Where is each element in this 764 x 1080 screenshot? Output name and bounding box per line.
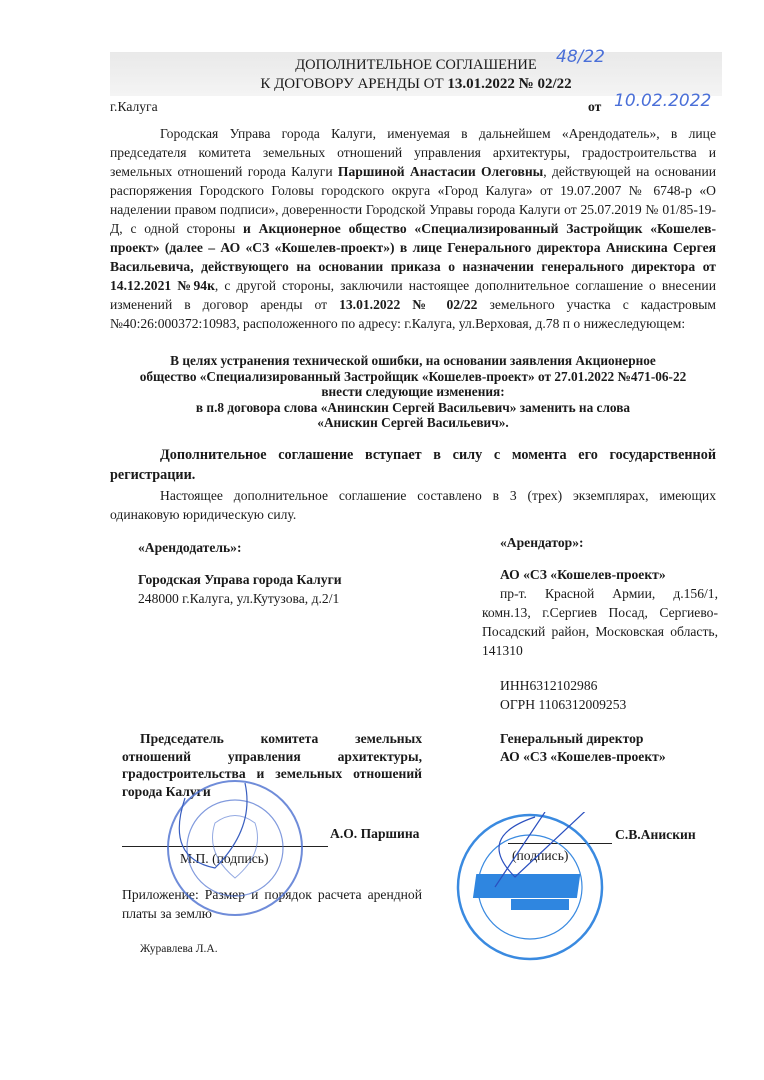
doc-title: ДОПОЛНИТЕЛЬНОЕ СОГЛАШЕНИЕ <box>295 57 537 73</box>
doc-subtitle: К ДОГОВОРУ АРЕНДЫ ОТ 13.01.2022 № 02/22 <box>260 76 572 92</box>
left-signatory-name: А.О. Паршина <box>330 826 420 841</box>
lessee-ogrn: ОГРН 1106312009253 <box>500 697 627 712</box>
lessor-label: «Арендодатель»: <box>138 540 242 555</box>
lessee-address: пр-т. Красной Армии, д.156/1, комн.13, г.Сергиев Посад, Сергиево-Посадский район, Московская область, 141310 <box>482 586 718 658</box>
amendment-block: В целях устранения технической ошибки, на основании заявления Акционерное общество «Специализированный Застройщик «Кошелев-проект» от 27.01.2022 №471-06-22 внести следующие изменения: в п.8 договора слова «Анинскин Сергей Васильевич» заменить на слова «Анискин Сергей Васильевич». <box>139 353 687 430</box>
handwritten-date: 10.02.2022 <box>614 91 712 111</box>
right-signatory-name: С.В.Анискин <box>615 827 696 842</box>
city: г.Калуга <box>110 99 158 114</box>
right-signature-caption: (подпись) <box>512 848 569 863</box>
lessor-name: Городская Управа города Калуги <box>138 572 342 587</box>
right-signatory-title: Генеральный директор АО «СЗ «Кошелев-проект» <box>500 731 666 764</box>
date-prefix: от <box>588 99 602 114</box>
left-signatory-title: Председатель комитета земельных отношений управления архитектуры, градостроительства и земельных отношений города Калуги <box>122 731 422 799</box>
main-paragraph: Городская Управа города Калуги, именуемая в дальнейшем «Арендодатель», в лице председателя комитета земельных отношений управления архитектуры, градостроительства и земельных отношений города Калуги Паршиной Анастасии Олеговны, действующей на основании распоряжения Городского Головы городского округа «Город Калуга» от 19.07.2007 № 6748-р «О наделении правом подписи», доверенности Городской Управы города Калуги от 25.07.2019 № 01/85-19-Д, с одной стороны и Акционерное общество «Специализированный Застройщик «Кошелев-проект» (далее – АО «СЗ «Кошелев-проект») в лице Генерального директора Анискина Сергея Васильевича, действующего на основании приказа о назначении генерального директора от 14.12.2021 №94к, с другой стороны, заключили настоящее дополнительное соглашение о внесении изменений в договор аренды от 13.01.2022 № 02/22 земельного участка с кадастровым №40:26:000372:10983, расположенного по адресу: г.Калуга, ул.Верховая, д.78 п о нижеследующем: <box>110 126 717 331</box>
effective-clause: Дополнительное соглашение вступает в силу с момента его государственной регистрации. <box>110 446 716 483</box>
handwritten-number: 48/22 <box>556 47 605 67</box>
company-stamp-icon <box>455 812 605 962</box>
body-flow <box>110 124 716 524</box>
lessee-label: «Арендатор»: <box>500 535 584 550</box>
lessee-inn: ИНН6312102986 <box>500 678 598 693</box>
executor-name: Журавлева Л.А. <box>140 943 218 955</box>
lessee-name: АО «СЗ «Кошелев-проект» <box>500 567 666 582</box>
lessor-block <box>138 538 468 608</box>
left-signature-caption: М.П. (подпись) <box>180 851 269 866</box>
lessor-address: 248000 г.Калуга, ул.Кутузова, д.2/1 <box>138 591 340 606</box>
appendix-note: Приложение: Размер и порядок расчета арендной платы за землю <box>122 887 422 921</box>
lessee-block <box>482 533 718 714</box>
city-stamp-icon <box>165 778 305 918</box>
copies-clause: Настоящее дополнительное соглашение составлено в 3 (трех) экземплярах, имеющих одинаковую юридическую силу. <box>110 487 716 522</box>
